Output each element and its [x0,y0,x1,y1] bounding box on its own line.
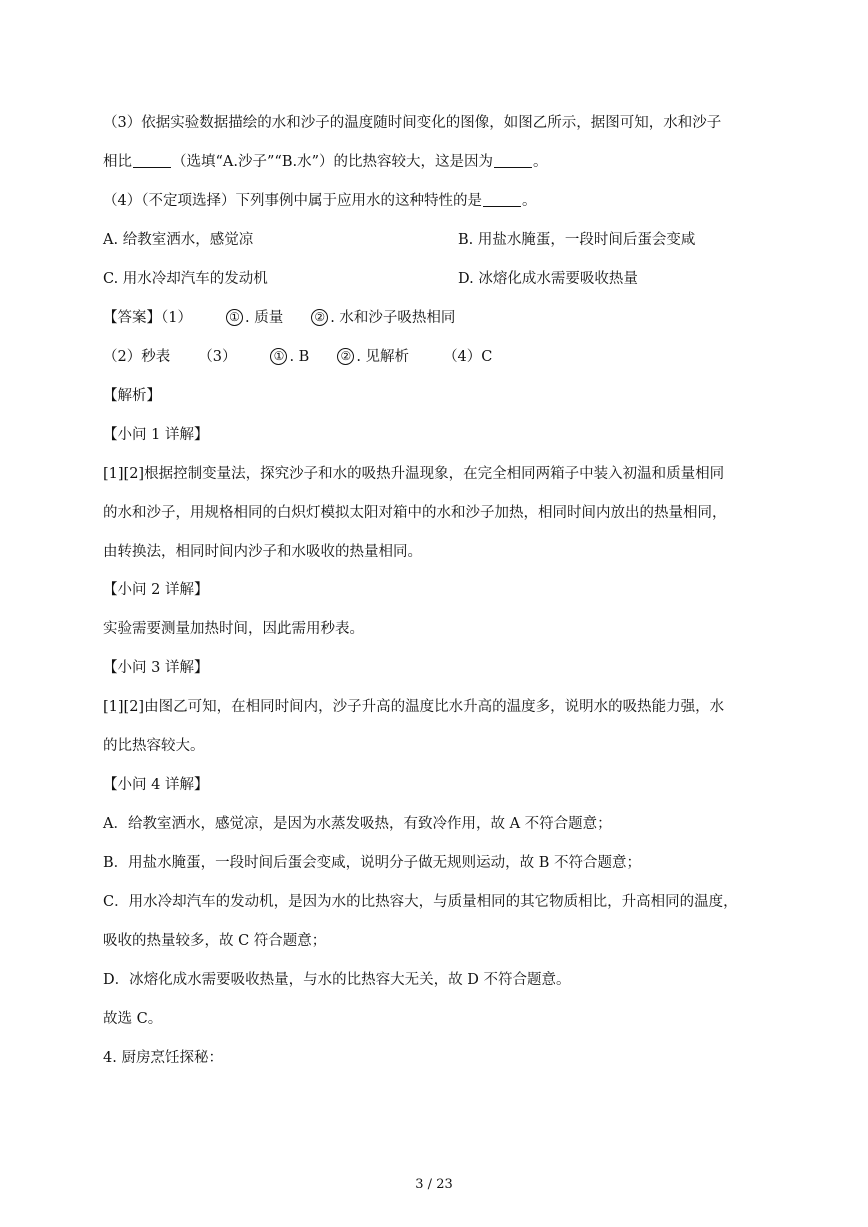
subquestion-1-line-2: 的水和沙子，用规格相同的白炽灯模拟太阳对箱中的水和沙子加热，相同时间内放出的热量相同， [103,505,727,521]
page-number: 3 [415,1177,424,1192]
q4-option-a: A. 给教室洒水，感觉凉 [103,232,254,248]
answer-1-1: . 质量 [244,310,284,326]
next-question: 4. 厨房烹饪探秘： [103,1050,223,1066]
answer-blank [133,153,171,168]
answer-line-1 [103,308,455,328]
q4-prompt [103,191,536,211]
page-separator: / [423,1177,437,1192]
answer-blank [483,192,521,207]
q4-prompt-end: 。 [521,193,537,209]
subquestion-2-title: 【小问 2 详解】 [103,582,209,598]
subquestion-4-option-c-line-1: C．用水冷却汽车的发动机，是因为水的比热容大，与质量相同的其它物质相比，升高相同的温度， [103,894,738,910]
subquestion-4-option-d: D．冰熔化成水需要吸收热量，与水的比热容大无关，故 D 不符合题意。 [103,972,571,988]
answer-4: （4）C [443,349,493,365]
subquestion-4-option-c-line-2: 吸收的热量较多，故 C 符合题意； [103,933,327,949]
subquestion-3-line-1: [1][2]由图乙可知，在相同时间内，沙子升高的温度比水升高的温度多，说明水的吸热能力强，水 [103,699,725,715]
q3-line-2-start: 相比 [103,154,132,170]
circled-number: ② [337,348,354,365]
total-pages: 23 [436,1177,453,1192]
answer-label: 【答案】（1） [103,310,192,326]
q3-line-2-middle: （选填“A.沙子”“B.水”）的比热容较大，这是因为 [172,154,493,170]
answer-blank [494,153,532,168]
subquestion-4-option-b: B．用盐水腌蛋，一段时间后蛋会变咸，说明分子做无规则运动，故 B 不符合题意； [103,855,642,871]
analysis-heading: 【解析】 [103,388,161,404]
subquestion-1-title: 【小问 1 详解】 [103,427,209,443]
page-footer [0,1176,868,1194]
subquestion-4-option-a: A．给教室洒水，感觉凉，是因为水蒸发吸热，有致冷作用，故 A 不符合题意； [103,816,612,832]
subquestion-3-title: 【小问 3 详解】 [103,660,209,676]
q3-line-2-end: 。 [533,154,548,170]
subquestion-4-title: 【小问 4 详解】 [103,777,209,793]
circled-number: ① [270,348,287,365]
subquestion-1-line-1: [1][2]根据控制变量法，探究沙子和水的吸热升温现象，在完全相同两箱子中装入初温和质量相同 [103,466,725,482]
q4-option-c: C. 用水冷却汽车的发动机 [103,271,268,287]
q4-option-d: D. 冰熔化成水需要吸收热量 [458,271,638,287]
answer-3-1: . B [289,349,310,365]
q3-line-1: （3）依据实验数据描绘的水和沙子的温度随时间变化的图像，如图乙所示，据图可知，水和沙子 [103,115,722,131]
answer-2: （2）秒表 [103,349,171,365]
subquestion-3-line-2: 的比热容较大。 [103,738,205,754]
conclusion: 故选 C。 [103,1011,163,1027]
q4-prompt-text: （4）（不定项选择）下列事例中属于应用水的这种特性的是 [103,193,482,209]
circled-number: ② [311,309,328,326]
answer-3-label: （3） [198,349,237,365]
answer-1-2: . 水和沙子吸热相同 [330,310,456,326]
answer-3-2: . 见解析 [356,349,410,365]
answer-line-2 [103,347,492,367]
circled-number: ① [226,309,243,326]
subquestion-1-line-3: 由转换法，相同时间内沙子和水吸收的热量相同。 [103,544,422,560]
subquestion-2-line-1: 实验需要测量加热时间，因此需用秒表。 [103,621,364,637]
q3-line-2 [103,152,548,172]
q4-option-b: B. 用盐水腌蛋，一段时间后蛋会变咸 [458,232,696,248]
